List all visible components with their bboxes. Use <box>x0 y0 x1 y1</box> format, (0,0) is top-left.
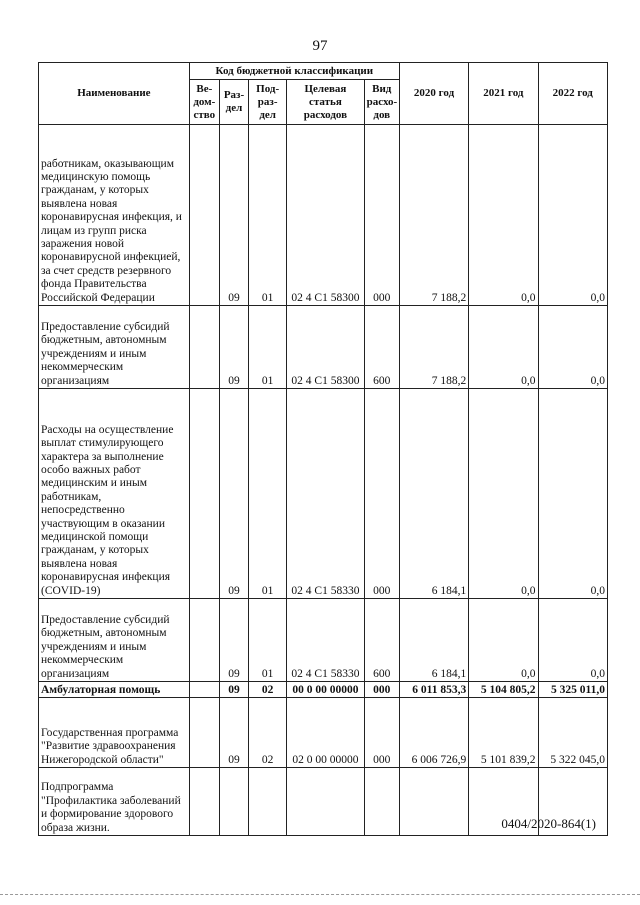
table-row <box>39 389 608 599</box>
row-vid: 000 <box>364 698 399 768</box>
row-vid <box>364 768 399 836</box>
header-razdel: Раз-дел <box>219 80 248 125</box>
row-podrazdel: 01 <box>249 599 287 682</box>
row-2022: 0,0 <box>538 599 607 682</box>
table-row <box>39 698 608 768</box>
row-podrazdel: 02 <box>249 698 287 768</box>
page-number: 97 <box>312 38 328 54</box>
table-body <box>39 125 608 836</box>
row-name: Подпрограмма "Профилактика заболеваний и формирование здорового образа жизни. <box>39 768 190 836</box>
row-name: работникам, оказывающим медицинскую помощь гражданам, у которых выявлена новая коронавирусная инфекция, и лицам из групп риска заражения новой коронавирусной инфекцией, за счет средств резервного фонда Правительства Российской Федерации <box>39 125 190 306</box>
row-celevaya: 02 4 C1 58330 <box>287 599 364 682</box>
budget-table <box>38 62 608 836</box>
row-ved <box>189 125 219 306</box>
row-ved <box>189 599 219 682</box>
row-name: Государственная программа "Развитие здравоохранения Нижегородской области" <box>39 698 190 768</box>
row-name: Предоставление субсидий бюджетным, автономным учреждениям и иным некоммерческим организациям <box>39 599 190 682</box>
header-2021: 2021 год <box>469 63 538 125</box>
row-celevaya: 02 4 C1 58300 <box>287 306 364 389</box>
table-row <box>39 306 608 389</box>
row-ved <box>189 306 219 389</box>
header-podrazdel: Под-раз-дел <box>249 80 287 125</box>
document-code: 0404/2020-864(1) <box>501 816 596 831</box>
header-code-group: Код бюджетной классификации <box>189 63 399 80</box>
row-ved <box>189 389 219 599</box>
row-2022: 0,0 <box>538 389 607 599</box>
table-row <box>39 599 608 682</box>
row-2020: 6 006 726,9 <box>399 698 468 768</box>
row-2022: 0,0 <box>538 306 607 389</box>
row-name: Расходы на осуществление выплат стимулирующего характера за выполнение особо важных работ медицинским и иным работникам, непосредственно участвующим в оказании медицинской помощи гражданам, у которых выявлена новая коронавирусная инфекция (COVID-19) <box>39 389 190 599</box>
row-2021: 0,0 <box>469 389 538 599</box>
row-2022: 5 322 045,0 <box>538 698 607 768</box>
row-razdel: 09 <box>219 389 248 599</box>
row-2021: 0,0 <box>469 599 538 682</box>
row-2021: 5 104 805,2 <box>469 682 538 698</box>
row-vid: 000 <box>364 125 399 306</box>
header-2022: 2022 год <box>538 63 607 125</box>
table-row <box>39 682 608 698</box>
row-2020: 7 188,2 <box>399 306 468 389</box>
row-vid: 600 <box>364 599 399 682</box>
row-razdel: 09 <box>219 306 248 389</box>
page-bottom-edge <box>0 894 640 895</box>
row-2020: 6 184,1 <box>399 389 468 599</box>
header-name: Наименование <box>39 63 190 125</box>
row-celevaya: 02 0 00 00000 <box>287 698 364 768</box>
row-ved <box>189 682 219 698</box>
header-vid: Вид расхо-дов <box>364 80 399 125</box>
header-celevaya: Целевая статья расходов <box>287 80 364 125</box>
row-name: Амбулаторная помощь <box>39 682 190 698</box>
row-2022: 0,0 <box>538 125 607 306</box>
table-row <box>39 125 608 306</box>
row-razdel: 09 <box>219 698 248 768</box>
row-ved <box>189 698 219 768</box>
row-podrazdel: 01 <box>249 389 287 599</box>
row-2021: 5 101 839,2 <box>469 698 538 768</box>
row-celevaya <box>287 768 364 836</box>
row-2021: 0,0 <box>469 125 538 306</box>
row-ved <box>189 768 219 836</box>
row-2020 <box>399 768 468 836</box>
row-podrazdel: 02 <box>249 682 287 698</box>
row-celevaya: 02 4 C1 58330 <box>287 389 364 599</box>
row-2020: 6 011 853,3 <box>399 682 468 698</box>
header-ved: Ве-дом-ство <box>189 80 219 125</box>
row-2020: 7 188,2 <box>399 125 468 306</box>
row-2020: 6 184,1 <box>399 599 468 682</box>
row-name: Предоставление субсидий бюджетным, автономным учреждениям и иным некоммерческим организациям <box>39 306 190 389</box>
row-2022: 5 325 011,0 <box>538 682 607 698</box>
row-razdel: 09 <box>219 125 248 306</box>
row-podrazdel: 01 <box>249 306 287 389</box>
row-razdel: 09 <box>219 682 248 698</box>
header-2020: 2020 год <box>399 63 468 125</box>
row-razdel: 09 <box>219 599 248 682</box>
row-celevaya: 02 4 C1 58300 <box>287 125 364 306</box>
row-podrazdel: 01 <box>249 125 287 306</box>
row-vid: 000 <box>364 389 399 599</box>
row-2021: 0,0 <box>469 306 538 389</box>
row-vid: 600 <box>364 306 399 389</box>
row-vid: 000 <box>364 682 399 698</box>
row-podrazdel <box>249 768 287 836</box>
row-celevaya: 00 0 00 00000 <box>287 682 364 698</box>
row-razdel <box>219 768 248 836</box>
